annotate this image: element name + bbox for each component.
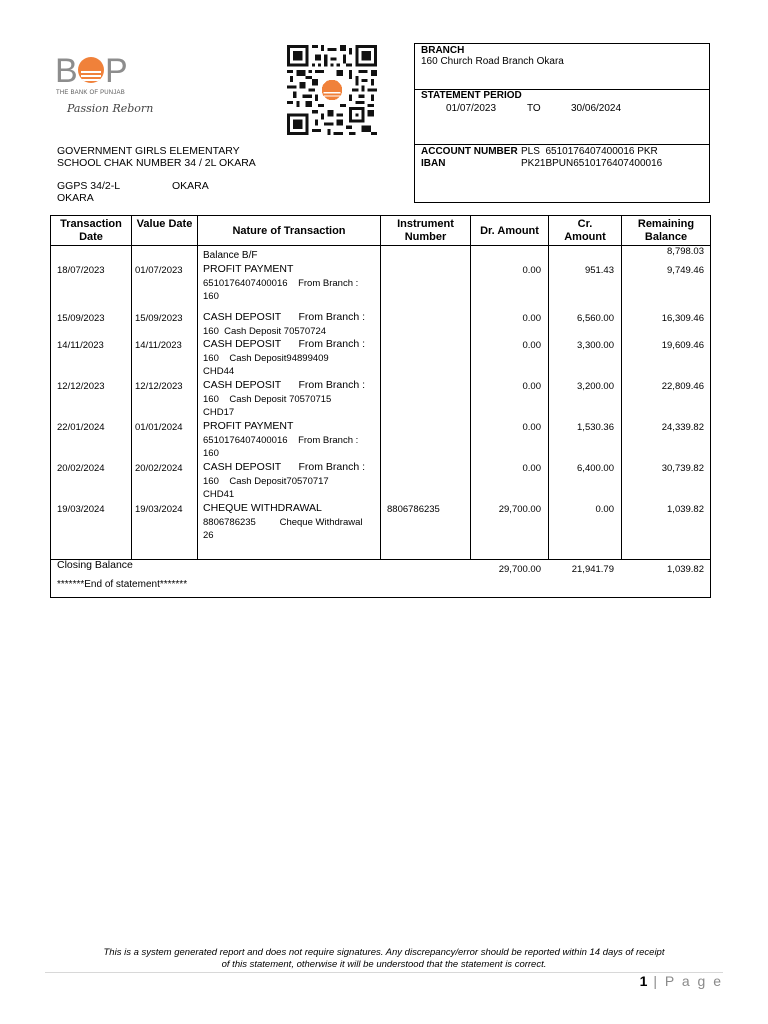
nature-line-1: CHEQUE WITHDRAWAL xyxy=(203,502,322,514)
branch-label: BRANCH xyxy=(421,45,465,56)
nature-line-3: CHD17 xyxy=(203,407,235,419)
footer-disclaimer xyxy=(60,947,708,971)
nature-line-2: 160 Cash Deposit70570717 xyxy=(203,475,329,487)
nature-line-1: CASH DEPOSIT From Branch : xyxy=(203,379,366,391)
logo-tagline: Passion Reborn xyxy=(67,102,154,115)
dr-amount: 0.00 xyxy=(522,422,541,433)
iban-value: PK21BPUN6510176407400016 xyxy=(521,158,663,169)
footer-divider xyxy=(45,972,723,973)
value-date: 15/09/2023 xyxy=(135,313,183,324)
txn-date: 20/02/2024 xyxy=(57,463,105,474)
nature-line-2: 160 Cash Deposit 70570724 xyxy=(203,325,327,337)
closing-cr-amount: 21,941.79 xyxy=(571,564,614,575)
dr-amount: 29,700.00 xyxy=(498,504,541,515)
period-to-label: TO xyxy=(527,103,541,114)
value-date: 01/07/2023 xyxy=(135,265,183,276)
value-date: 20/02/2024 xyxy=(135,463,183,474)
remaining-balance: 9,749.46 xyxy=(667,265,704,276)
nature-line-1: PROFIT PAYMENT xyxy=(203,420,294,432)
remaining-balance: 24,339.82 xyxy=(661,422,704,433)
instrument-number: 8806786235 xyxy=(387,504,440,515)
iban-label: IBAN xyxy=(421,158,446,169)
cr-amount: 6,400.00 xyxy=(577,463,614,474)
nature-of-transaction xyxy=(203,263,379,304)
header-transaction-date: Transaction Date xyxy=(60,218,122,243)
header-remaining-balance: Remaining Balance xyxy=(637,218,695,243)
txn-date: 14/11/2023 xyxy=(57,340,104,351)
nature-of-transaction xyxy=(203,502,379,543)
statement-table xyxy=(50,215,711,598)
remaining-balance: 16,309.46 xyxy=(661,313,704,324)
nature-of-transaction xyxy=(203,311,379,338)
customer-name-line-1: GOVERNMENT GIRLS ELEMENTARY xyxy=(57,145,240,157)
period-from: 01/07/2023 xyxy=(446,103,497,114)
branch-value: 160 Church Road Branch Okara xyxy=(421,56,564,67)
nature-line-2: 6510176407400016 From Branch : xyxy=(203,434,359,446)
nature-line-1: CASH DEPOSIT From Branch : xyxy=(203,461,366,473)
logo-letter-b: B xyxy=(55,52,78,90)
nature-line-2: 6510176407400016 From Branch : xyxy=(203,277,359,289)
cr-amount: 951.43 xyxy=(584,265,614,276)
customer-name-line-2: SCHOOL CHAK NUMBER 34 / 2L OKARA xyxy=(57,157,256,169)
cr-amount: 6,560.00 xyxy=(577,313,614,324)
qr-code xyxy=(287,45,377,135)
header-cr-amount: Cr. Amount xyxy=(564,218,606,243)
closing-dr-amount: 29,700.00 xyxy=(498,564,541,575)
value-date: 01/01/2024 xyxy=(135,422,183,433)
txn-date: 15/09/2023 xyxy=(57,313,105,324)
statement-period-label: STATEMENT PERIOD xyxy=(421,90,522,101)
balance-bf-amount: 8,798.03 xyxy=(667,246,704,257)
txn-date: 19/03/2024 xyxy=(57,504,105,515)
page-number xyxy=(640,973,723,989)
txn-date: 12/12/2023 xyxy=(57,381,105,392)
logo-bank-name: THE BANK OF PUNJAB xyxy=(56,90,125,96)
footer-line-1: This is a system generated report and does not require signatures. Any discrepancy/error should be reported within 14 days of receipt xyxy=(103,947,665,958)
period-to: 30/06/2024 xyxy=(571,103,622,114)
cr-amount: 0.00 xyxy=(595,504,614,515)
txn-date: 18/07/2023 xyxy=(57,265,105,276)
header-nature: Nature of Transaction xyxy=(232,225,346,237)
closing-balance-amount: 1,039.82 xyxy=(667,564,704,575)
account-number-label: ACCOUNT NUMBER xyxy=(421,146,518,157)
value-date: 12/12/2023 xyxy=(135,381,183,392)
nature-line-1: CASH DEPOSIT From Branch : xyxy=(203,338,366,350)
nature-line-2: 160 Cash Deposit 70570715 xyxy=(203,393,332,405)
nature-line-1: PROFIT PAYMENT xyxy=(203,263,294,275)
nature-of-transaction xyxy=(203,461,379,502)
bank-logo xyxy=(55,52,154,120)
nature-line-3: CHD44 xyxy=(203,366,235,378)
closing-balance-label: Closing Balance xyxy=(57,559,133,571)
statement-info-box xyxy=(414,43,710,203)
header-instrument-number: Instrument Number xyxy=(397,218,454,243)
dr-amount: 0.00 xyxy=(522,313,541,324)
logo-sun-icon xyxy=(78,57,104,83)
dr-amount: 0.00 xyxy=(522,463,541,474)
nature-line-1: CASH DEPOSIT From Branch : xyxy=(203,311,366,323)
balance-bf-label: Balance B/F xyxy=(203,250,258,261)
logo-letter-p: P xyxy=(105,52,128,90)
customer-city: OKARA xyxy=(172,180,209,192)
dr-amount: 0.00 xyxy=(522,340,541,351)
value-date: 14/11/2023 xyxy=(135,340,182,351)
end-of-statement: *******End of statement******* xyxy=(57,579,188,590)
nature-line-2: 160 Cash Deposit94899409 xyxy=(203,352,329,364)
cr-amount: 1,530.36 xyxy=(577,422,614,433)
nature-of-transaction xyxy=(203,338,379,379)
nature-line-3: 160 xyxy=(203,448,219,460)
txn-date: 22/01/2024 xyxy=(57,422,105,433)
remaining-balance: 1,039.82 xyxy=(667,504,704,515)
remaining-balance: 30,739.82 xyxy=(661,463,704,474)
page-number-value: 1 xyxy=(639,973,648,989)
divider xyxy=(415,144,709,145)
value-date: 19/03/2024 xyxy=(135,504,183,515)
nature-line-3: 160 xyxy=(203,291,219,303)
header-value-date: Value Date xyxy=(136,218,193,230)
nature-line-3: CHD41 xyxy=(203,489,235,501)
footer-line-2: of this statement, otherwise it will be understood that the statement is correct. xyxy=(221,959,547,970)
nature-line-2: 8806786235 Cheque Withdrawal xyxy=(203,516,363,528)
customer-code: GGPS 34/2-L xyxy=(57,180,121,192)
nature-of-transaction xyxy=(203,379,379,420)
nature-of-transaction xyxy=(203,420,379,461)
header-dr-amount: Dr. Amount xyxy=(480,225,539,237)
account-number-value: PLS 6510176407400016 PKR xyxy=(521,146,658,157)
cr-amount: 3,200.00 xyxy=(577,381,614,392)
cr-amount: 3,300.00 xyxy=(577,340,614,351)
remaining-balance: 19,609.46 xyxy=(661,340,704,351)
nature-line-3: 26 xyxy=(203,530,214,542)
dr-amount: 0.00 xyxy=(522,381,541,392)
dr-amount: 0.00 xyxy=(522,265,541,276)
customer-city-line: OKARA xyxy=(57,192,94,204)
page-label: | P a g e xyxy=(653,973,723,989)
remaining-balance: 22,809.46 xyxy=(661,381,704,392)
